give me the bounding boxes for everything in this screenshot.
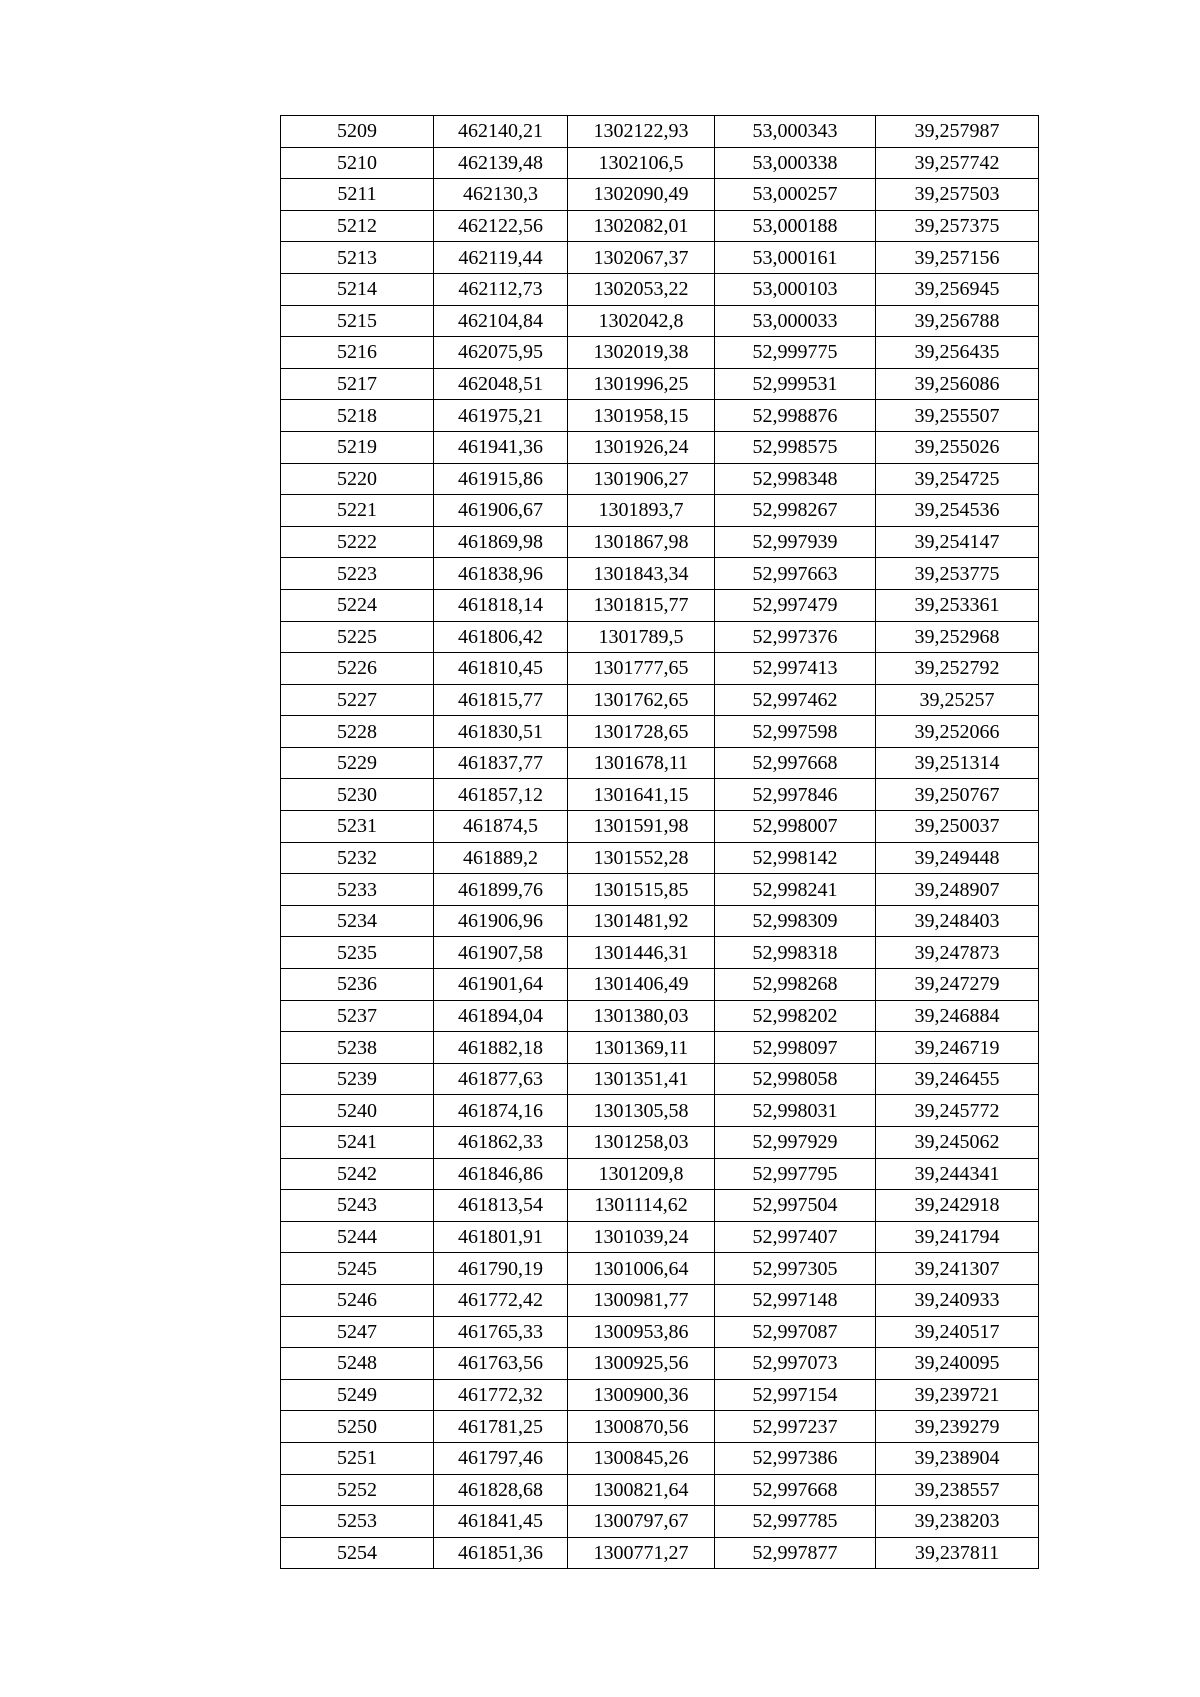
latitude-cell: 52,997504 [715,1190,876,1222]
x-coordinate-cell: 461975,21 [434,400,568,432]
latitude-cell: 52,997663 [715,558,876,590]
point-number-cell: 5240 [281,1095,434,1127]
y-coordinate-cell: 1301678,11 [568,747,715,779]
latitude-cell: 52,998202 [715,1000,876,1032]
point-number-cell: 5211 [281,179,434,211]
table-row [281,305,1039,337]
point-number-cell: 5245 [281,1253,434,1285]
y-coordinate-cell: 1302122,93 [568,116,715,148]
latitude-cell: 52,998097 [715,1032,876,1064]
y-coordinate-cell: 1301728,65 [568,716,715,748]
x-coordinate-cell: 462112,73 [434,273,568,305]
y-coordinate-cell: 1301996,25 [568,368,715,400]
latitude-cell: 52,999531 [715,368,876,400]
table-row [281,653,1039,685]
table-row [281,1379,1039,1411]
latitude-cell: 52,997939 [715,526,876,558]
longitude-cell: 39,25257 [876,684,1039,716]
longitude-cell: 39,256945 [876,273,1039,305]
table-row [281,1032,1039,1064]
x-coordinate-cell: 461846,86 [434,1158,568,1190]
point-number-cell: 5241 [281,1127,434,1159]
point-number-cell: 5215 [281,305,434,337]
y-coordinate-cell: 1301552,28 [568,842,715,874]
table-row [281,463,1039,495]
y-coordinate-cell: 1301515,85 [568,874,715,906]
x-coordinate-cell: 461801,91 [434,1221,568,1253]
y-coordinate-cell: 1301867,98 [568,526,715,558]
x-coordinate-cell: 461874,16 [434,1095,568,1127]
latitude-cell: 53,000343 [715,116,876,148]
x-coordinate-cell: 462119,44 [434,242,568,274]
y-coordinate-cell: 1301641,15 [568,779,715,811]
point-number-cell: 5239 [281,1063,434,1095]
latitude-cell: 52,997668 [715,747,876,779]
latitude-cell: 52,998142 [715,842,876,874]
latitude-cell: 52,997237 [715,1411,876,1443]
point-number-cell: 5226 [281,653,434,685]
y-coordinate-cell: 1300870,56 [568,1411,715,1443]
x-coordinate-cell: 461899,76 [434,874,568,906]
y-coordinate-cell: 1301591,98 [568,811,715,843]
table-row [281,431,1039,463]
latitude-cell: 52,997154 [715,1379,876,1411]
table-row [281,1348,1039,1380]
table-row [281,495,1039,527]
latitude-cell: 52,998268 [715,969,876,1001]
latitude-cell: 52,997668 [715,1474,876,1506]
y-coordinate-cell: 1302067,37 [568,242,715,274]
x-coordinate-cell: 461828,68 [434,1474,568,1506]
table-row [281,905,1039,937]
longitude-cell: 39,254725 [876,463,1039,495]
point-number-cell: 5251 [281,1442,434,1474]
point-number-cell: 5249 [281,1379,434,1411]
point-number-cell: 5247 [281,1316,434,1348]
point-number-cell: 5216 [281,337,434,369]
table-row [281,1158,1039,1190]
y-coordinate-cell: 1301446,31 [568,937,715,969]
x-coordinate-cell: 461851,36 [434,1537,568,1569]
table-row [281,1000,1039,1032]
y-coordinate-cell: 1300845,26 [568,1442,715,1474]
y-coordinate-cell: 1300981,77 [568,1284,715,1316]
latitude-cell: 52,997413 [715,653,876,685]
table-row [281,1253,1039,1285]
table-row [281,1221,1039,1253]
x-coordinate-cell: 461877,63 [434,1063,568,1095]
y-coordinate-cell: 1302053,22 [568,273,715,305]
y-coordinate-cell: 1300797,67 [568,1506,715,1538]
x-coordinate-cell: 461763,56 [434,1348,568,1380]
longitude-cell: 39,252066 [876,716,1039,748]
table-row [281,368,1039,400]
latitude-cell: 52,997598 [715,716,876,748]
x-coordinate-cell: 462139,48 [434,147,568,179]
longitude-cell: 39,246884 [876,1000,1039,1032]
y-coordinate-cell: 1301789,5 [568,621,715,653]
point-number-cell: 5238 [281,1032,434,1064]
point-number-cell: 5209 [281,116,434,148]
point-number-cell: 5253 [281,1506,434,1538]
x-coordinate-cell: 461857,12 [434,779,568,811]
table-row [281,400,1039,432]
point-number-cell: 5219 [281,431,434,463]
point-number-cell: 5218 [281,400,434,432]
table-row [281,621,1039,653]
y-coordinate-cell: 1301926,24 [568,431,715,463]
longitude-cell: 39,253775 [876,558,1039,590]
longitude-cell: 39,254536 [876,495,1039,527]
y-coordinate-cell: 1301762,65 [568,684,715,716]
y-coordinate-cell: 1301958,15 [568,400,715,432]
x-coordinate-cell: 461806,42 [434,621,568,653]
latitude-cell: 53,000033 [715,305,876,337]
latitude-cell: 52,998575 [715,431,876,463]
longitude-cell: 39,244341 [876,1158,1039,1190]
table-row [281,842,1039,874]
table-row [281,116,1039,148]
y-coordinate-cell: 1302082,01 [568,210,715,242]
table-row [281,969,1039,1001]
longitude-cell: 39,250767 [876,779,1039,811]
latitude-cell: 52,997386 [715,1442,876,1474]
point-number-cell: 5223 [281,558,434,590]
point-number-cell: 5252 [281,1474,434,1506]
x-coordinate-cell: 461906,96 [434,905,568,937]
x-coordinate-cell: 461941,36 [434,431,568,463]
latitude-cell: 52,997148 [715,1284,876,1316]
x-coordinate-cell: 461901,64 [434,969,568,1001]
x-coordinate-cell: 461813,54 [434,1190,568,1222]
x-coordinate-cell: 461797,46 [434,1442,568,1474]
point-number-cell: 5230 [281,779,434,811]
coordinates-table-body [281,116,1039,1569]
y-coordinate-cell: 1301039,24 [568,1221,715,1253]
y-coordinate-cell: 1300953,86 [568,1316,715,1348]
table-row [281,937,1039,969]
table-row [281,1095,1039,1127]
x-coordinate-cell: 462048,51 [434,368,568,400]
table-row [281,1537,1039,1569]
table-row [281,1063,1039,1095]
table-row [281,747,1039,779]
y-coordinate-cell: 1300925,56 [568,1348,715,1380]
x-coordinate-cell: 461772,32 [434,1379,568,1411]
longitude-cell: 39,246455 [876,1063,1039,1095]
latitude-cell: 52,997929 [715,1127,876,1159]
longitude-cell: 39,240095 [876,1348,1039,1380]
y-coordinate-cell: 1301351,41 [568,1063,715,1095]
table-row [281,779,1039,811]
point-number-cell: 5227 [281,684,434,716]
point-number-cell: 5254 [281,1537,434,1569]
y-coordinate-cell: 1302019,38 [568,337,715,369]
point-number-cell: 5221 [281,495,434,527]
y-coordinate-cell: 1301305,58 [568,1095,715,1127]
y-coordinate-cell: 1300900,36 [568,1379,715,1411]
latitude-cell: 52,998876 [715,400,876,432]
longitude-cell: 39,245772 [876,1095,1039,1127]
point-number-cell: 5234 [281,905,434,937]
x-coordinate-cell: 461765,33 [434,1316,568,1348]
longitude-cell: 39,257987 [876,116,1039,148]
latitude-cell: 52,997407 [715,1221,876,1253]
x-coordinate-cell: 462140,21 [434,116,568,148]
y-coordinate-cell: 1301006,64 [568,1253,715,1285]
y-coordinate-cell: 1301843,34 [568,558,715,590]
y-coordinate-cell: 1300771,27 [568,1537,715,1569]
latitude-cell: 52,997376 [715,621,876,653]
table-row [281,1190,1039,1222]
point-number-cell: 5217 [281,368,434,400]
longitude-cell: 39,255507 [876,400,1039,432]
latitude-cell: 53,000161 [715,242,876,274]
point-number-cell: 5246 [281,1284,434,1316]
latitude-cell: 52,997462 [715,684,876,716]
longitude-cell: 39,239279 [876,1411,1039,1443]
table-row [281,273,1039,305]
longitude-cell: 39,255026 [876,431,1039,463]
longitude-cell: 39,253361 [876,589,1039,621]
x-coordinate-cell: 461889,2 [434,842,568,874]
x-coordinate-cell: 461772,42 [434,1284,568,1316]
longitude-cell: 39,239721 [876,1379,1039,1411]
latitude-cell: 52,998007 [715,811,876,843]
point-number-cell: 5242 [281,1158,434,1190]
y-coordinate-cell: 1300821,64 [568,1474,715,1506]
latitude-cell: 53,000103 [715,273,876,305]
longitude-cell: 39,241307 [876,1253,1039,1285]
latitude-cell: 52,997073 [715,1348,876,1380]
point-number-cell: 5220 [281,463,434,495]
y-coordinate-cell: 1301209,8 [568,1158,715,1190]
longitude-cell: 39,246719 [876,1032,1039,1064]
y-coordinate-cell: 1301906,27 [568,463,715,495]
x-coordinate-cell: 462130,3 [434,179,568,211]
x-coordinate-cell: 461818,14 [434,589,568,621]
table-row [281,1127,1039,1159]
longitude-cell: 39,257742 [876,147,1039,179]
longitude-cell: 39,240933 [876,1284,1039,1316]
longitude-cell: 39,245062 [876,1127,1039,1159]
point-number-cell: 5250 [281,1411,434,1443]
latitude-cell: 52,998241 [715,874,876,906]
latitude-cell: 52,997795 [715,1158,876,1190]
y-coordinate-cell: 1301258,03 [568,1127,715,1159]
x-coordinate-cell: 462075,95 [434,337,568,369]
x-coordinate-cell: 461838,96 [434,558,568,590]
point-number-cell: 5224 [281,589,434,621]
latitude-cell: 52,998348 [715,463,876,495]
table-row [281,179,1039,211]
x-coordinate-cell: 461915,86 [434,463,568,495]
point-number-cell: 5232 [281,842,434,874]
table-row [281,716,1039,748]
y-coordinate-cell: 1302042,8 [568,305,715,337]
x-coordinate-cell: 461869,98 [434,526,568,558]
longitude-cell: 39,238203 [876,1506,1039,1538]
x-coordinate-cell: 461810,45 [434,653,568,685]
x-coordinate-cell: 461906,67 [434,495,568,527]
x-coordinate-cell: 461837,77 [434,747,568,779]
table-row [281,210,1039,242]
point-number-cell: 5231 [281,811,434,843]
coordinates-table [280,115,1039,1569]
longitude-cell: 39,254147 [876,526,1039,558]
table-row [281,1506,1039,1538]
latitude-cell: 52,998058 [715,1063,876,1095]
latitude-cell: 52,997479 [715,589,876,621]
longitude-cell: 39,249448 [876,842,1039,874]
longitude-cell: 39,257156 [876,242,1039,274]
longitude-cell: 39,257503 [876,179,1039,211]
table-row [281,874,1039,906]
y-coordinate-cell: 1301406,49 [568,969,715,1001]
y-coordinate-cell: 1301481,92 [568,905,715,937]
point-number-cell: 5228 [281,716,434,748]
longitude-cell: 39,257375 [876,210,1039,242]
longitude-cell: 39,256086 [876,368,1039,400]
point-number-cell: 5237 [281,1000,434,1032]
table-row [281,526,1039,558]
longitude-cell: 39,248403 [876,905,1039,937]
longitude-cell: 39,251314 [876,747,1039,779]
latitude-cell: 52,998318 [715,937,876,969]
latitude-cell: 52,997087 [715,1316,876,1348]
x-coordinate-cell: 461907,58 [434,937,568,969]
table-row [281,684,1039,716]
y-coordinate-cell: 1302106,5 [568,147,715,179]
point-number-cell: 5214 [281,273,434,305]
point-number-cell: 5212 [281,210,434,242]
longitude-cell: 39,250037 [876,811,1039,843]
x-coordinate-cell: 461894,04 [434,1000,568,1032]
latitude-cell: 52,998267 [715,495,876,527]
table-row [281,1474,1039,1506]
longitude-cell: 39,240517 [876,1316,1039,1348]
table-row [281,558,1039,590]
longitude-cell: 39,256788 [876,305,1039,337]
latitude-cell: 53,000188 [715,210,876,242]
longitude-cell: 39,256435 [876,337,1039,369]
table-row [281,589,1039,621]
point-number-cell: 5213 [281,242,434,274]
longitude-cell: 39,252968 [876,621,1039,653]
x-coordinate-cell: 462122,56 [434,210,568,242]
x-coordinate-cell: 461830,51 [434,716,568,748]
point-number-cell: 5248 [281,1348,434,1380]
table-row [281,1411,1039,1443]
x-coordinate-cell: 461882,18 [434,1032,568,1064]
y-coordinate-cell: 1301815,77 [568,589,715,621]
y-coordinate-cell: 1301114,62 [568,1190,715,1222]
longitude-cell: 39,241794 [876,1221,1039,1253]
x-coordinate-cell: 462104,84 [434,305,568,337]
point-number-cell: 5222 [281,526,434,558]
longitude-cell: 39,252792 [876,653,1039,685]
table-row [281,147,1039,179]
x-coordinate-cell: 461815,77 [434,684,568,716]
table-row [281,1284,1039,1316]
point-number-cell: 5236 [281,969,434,1001]
y-coordinate-cell: 1301380,03 [568,1000,715,1032]
x-coordinate-cell: 461781,25 [434,1411,568,1443]
latitude-cell: 52,999775 [715,337,876,369]
table-row [281,811,1039,843]
latitude-cell: 52,997785 [715,1506,876,1538]
x-coordinate-cell: 461862,33 [434,1127,568,1159]
point-number-cell: 5244 [281,1221,434,1253]
table-row [281,1442,1039,1474]
latitude-cell: 53,000257 [715,179,876,211]
y-coordinate-cell: 1301369,11 [568,1032,715,1064]
longitude-cell: 39,238557 [876,1474,1039,1506]
point-number-cell: 5225 [281,621,434,653]
point-number-cell: 5233 [281,874,434,906]
y-coordinate-cell: 1301893,7 [568,495,715,527]
latitude-cell: 52,998031 [715,1095,876,1127]
table-row [281,1316,1039,1348]
point-number-cell: 5210 [281,147,434,179]
table-row [281,337,1039,369]
latitude-cell: 52,998309 [715,905,876,937]
table-row [281,242,1039,274]
latitude-cell: 52,997877 [715,1537,876,1569]
longitude-cell: 39,238904 [876,1442,1039,1474]
longitude-cell: 39,247873 [876,937,1039,969]
longitude-cell: 39,237811 [876,1537,1039,1569]
point-number-cell: 5229 [281,747,434,779]
longitude-cell: 39,242918 [876,1190,1039,1222]
latitude-cell: 53,000338 [715,147,876,179]
point-number-cell: 5243 [281,1190,434,1222]
x-coordinate-cell: 461874,5 [434,811,568,843]
y-coordinate-cell: 1302090,49 [568,179,715,211]
y-coordinate-cell: 1301777,65 [568,653,715,685]
x-coordinate-cell: 461841,45 [434,1506,568,1538]
latitude-cell: 52,997305 [715,1253,876,1285]
longitude-cell: 39,247279 [876,969,1039,1001]
x-coordinate-cell: 461790,19 [434,1253,568,1285]
point-number-cell: 5235 [281,937,434,969]
latitude-cell: 52,997846 [715,779,876,811]
longitude-cell: 39,248907 [876,874,1039,906]
